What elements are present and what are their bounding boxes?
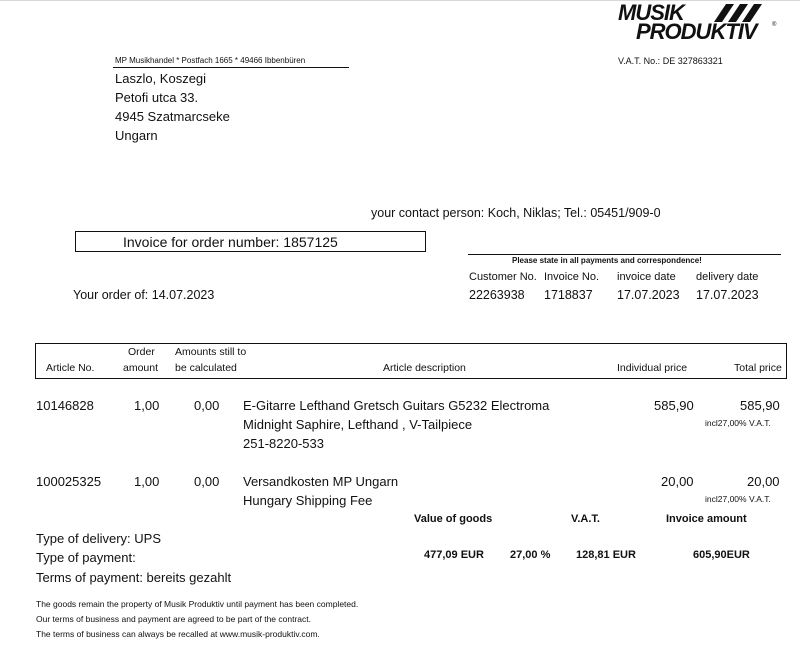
invoice-amount: 605,90EUR (693, 549, 750, 561)
sender-underline (113, 67, 349, 68)
type-of-payment: Type of payment: (36, 550, 136, 565)
th-order-line1: Order (128, 346, 155, 358)
row1-vat-note: incl27,00% V.A.T. (705, 418, 771, 428)
payment-notice: Please state in all payments and correspondence! (512, 256, 702, 265)
customer-no-label: Customer No. (469, 271, 537, 283)
recipient-country: Ungarn (115, 128, 158, 143)
footer-line-3: The terms of business can always be recalled at www.musik-produktiv.com. (36, 629, 320, 639)
recipient-city: 4945 Szatmarcseke (115, 109, 230, 124)
row2-order: 1,00 (134, 474, 160, 489)
vat-rate: 27,00 % (510, 549, 551, 561)
row1-desc-line1: E-Gitarre Lefthand Gretsch Guitars G5232 Electroma (243, 398, 550, 413)
logo-line-1: MUSIK (618, 0, 684, 25)
invoice-amount-label: Invoice amount (666, 513, 747, 525)
terms-of-payment: Terms of payment: bereits gezahlt (36, 570, 232, 585)
invoice-no-label: Invoice No. (544, 271, 600, 283)
row2-amount: 0,00 (194, 474, 220, 489)
invoice-title: Invoice for order number: 1857125 (123, 234, 338, 250)
delivery-date: 17.07.2023 (696, 288, 759, 302)
row2-desc-line2: Hungary Shipping Fee (243, 493, 373, 508)
invoice-date: 17.07.2023 (617, 288, 680, 302)
recipient-street: Petofi utca 33. (115, 90, 199, 105)
th-article-no: Article No. (46, 362, 95, 374)
row2-desc-line1: Versandkosten MP Ungarn (243, 474, 399, 489)
meta-divider (468, 254, 781, 255)
row2-total-price: 20,00 (747, 474, 780, 489)
row1-desc-line2: Midnight Saphire, Lefthand , V-Tailpiece (243, 417, 473, 432)
contact-person: your contact person: Koch, Niklas; Tel.: 05451/909-0 (371, 206, 661, 220)
th-amounts-line2: be calculated (175, 362, 237, 374)
row1-total-price: 585,90 (740, 398, 780, 413)
type-of-delivery: Type of delivery: UPS (36, 531, 161, 546)
vat-label: V.A.T. (571, 513, 600, 525)
th-total-price: Total price (734, 362, 782, 374)
row2-vat-note: incl27,00% V.A.T. (705, 494, 771, 504)
customer-no: 22263938 (469, 288, 525, 302)
th-amounts-line1: Amounts still to (175, 346, 247, 358)
vat-amount: 128,81 EUR (576, 549, 636, 561)
footer-line-1: The goods remain the property of Musik Produktiv until payment has been completed. (36, 599, 359, 609)
row1-order: 1,00 (134, 398, 160, 413)
invoice-date-label: invoice date (617, 271, 676, 283)
row1-desc-line3: 251-8220-533 (243, 436, 324, 451)
th-order-line2: amount (123, 362, 159, 374)
value-of-goods: 477,09 EUR (424, 549, 484, 561)
logo-line-2: PRODUKTIV (636, 19, 757, 44)
invoice-no: 1718837 (544, 288, 593, 302)
footer-line-2: Our terms of business and payment are agreed to be part of the contract. (36, 614, 311, 624)
row1-article-no: 10146828 (36, 398, 94, 413)
th-individual-price: Individual price (617, 362, 688, 374)
musik-produktiv-logo (616, 0, 776, 46)
registered-mark: ® (772, 22, 777, 28)
delivery-date-label: delivery date (696, 271, 759, 283)
row2-individual-price: 20,00 (661, 474, 694, 489)
th-description: Article description (383, 362, 466, 374)
your-order-date: Your order of: 14.07.2023 (73, 288, 215, 302)
vat-number: V.A.T. No.: DE 327863321 (618, 56, 723, 66)
invoice-title-box (75, 231, 426, 252)
row1-amount: 0,00 (194, 398, 220, 413)
recipient-name: Laszlo, Koszegi (115, 71, 207, 86)
row1-individual-price: 585,90 (654, 398, 694, 413)
row2-article-no: 100025325 (36, 474, 102, 489)
sender-line: MP Musikhandel * Postfach 1665 * 49466 Ibbenbüren (115, 56, 306, 65)
value-of-goods-label: Value of goods (414, 513, 493, 525)
